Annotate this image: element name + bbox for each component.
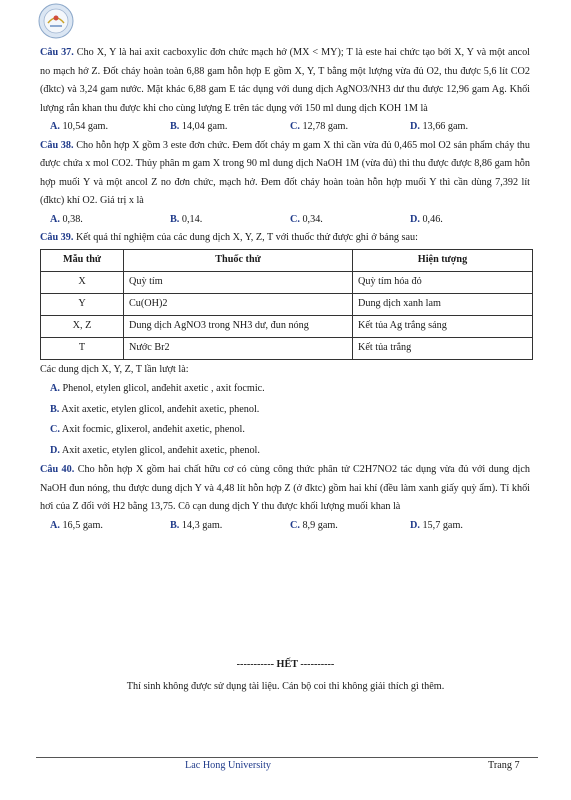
- footer-university: Lac Hong University: [185, 760, 272, 771]
- answers-39: [40, 379, 530, 461]
- question-37-text: Cho X, Y là hai axit cacboxylic đơn chức mạch hở (MX < MY); T là este hai chức tạo bởi X, Y và một ancol no mạch hở Z. Đốt cháy hoàn toàn 6,88 gam hỗn hợp E gồm X, Y, T bằng một lượng vừa đủ O2, thu được 5,6 lít CO2 (đktc) và 3,24 gam nước. Mặt khác 6,88 gam E tác dụng với dung dịch AgNO3/NH3 dư thu được 12,96 gam Ag. Khối lượng rắn khan thu được khi cho cùng lượng E trên tác dụng với 150 ml dung dịch KOH 1M là: [40, 47, 531, 114]
- table-cell: Quỳ tím hóa đỏ: [353, 271, 533, 293]
- table-cell: Kết tủa Ag trắng sáng: [353, 315, 533, 337]
- table-cell: T: [41, 337, 124, 359]
- experiment-table: [40, 249, 533, 360]
- answer-option: A. 16,5 gam.: [50, 519, 103, 531]
- question-40: Câu 40. Cho hỗn hợp X gồm hai chất hữu cơ có cùng công thức phân tử C2H7NO2 tác dụng vừa đủ với dung dịch NaOH đun nóng, thu được dung dịch Y và 4,48 lít hỗn hợp Z (ở đktc) gồm hai khí (đều làm xanh giấy quỳ ẩm). Tỉ khối hơi của Z đối với H2 bằng 13,75. Cô cạn dung dịch Y thu được khối lượng muối khan là: [40, 464, 530, 512]
- answer-option: D. Axit axetic, etylen glicol, anđehit axetic, phenol.: [50, 444, 260, 456]
- answer-option: D. 0,46.: [410, 213, 443, 225]
- table-header-row: [41, 249, 533, 271]
- question-39: Câu 39. Kết quả thí nghiệm của các dung dịch X, Y, Z, T với thuốc thử được ghi ở bảng sau:: [40, 232, 418, 243]
- exam-content: [40, 44, 530, 535]
- table-cell: Dung dịch xanh lam: [353, 293, 533, 315]
- table-cell: Cu(OH)2: [124, 293, 353, 315]
- table-cell: Kết tủa trắng: [353, 337, 533, 359]
- question-38: Câu 38. Cho hỗn hợp X gồm 3 este đơn chức. Đem đốt cháy m gam X thì cần vừa đủ 0,465 mol O2 sản phẩm cháy thu được chứa x mol CO2. Thủy phân m gam X trong 90 ml dung dịch NaOH 1M (vừa đủ) thì thu được được 8,86 gam hỗn hợp muối Y và một ancol Z no đơn chức, mạch hở. Đem đốt cháy hoàn toàn hỗn hợp muối Y thì cần dùng 7,392 lít (đktc) khí O2. Giá trị x là: [40, 139, 530, 206]
- table-cell: Quỳ tím: [124, 271, 353, 293]
- question-40-text: Cho hỗn hợp X gồm hai chất hữu cơ có cùng công thức phân tử C2H7NO2 tác dụng vừa đủ với dung dịch NaOH đun nóng, thu được dung dịch Y và 4,48 lít hỗn hợp Z (ở đktc) gồm hai khí (đều làm xanh giấy quỳ ẩm). Tỉ khối hơi của Z đối với H2 bằng 13,75. Cô cạn dung dịch Y thu được khối lượng muối khan là: [40, 464, 530, 512]
- answer-option: C. 12,78 gam.: [290, 121, 349, 132]
- answer-option: B. 0,14.: [170, 213, 203, 225]
- answer-option: C. 0,34.: [290, 213, 323, 225]
- question-39-text: Kết quả thí nghiệm của các dung dịch X, Y, Z, T với thuốc thử được ghi ở bảng sau:: [75, 232, 418, 243]
- answer-option: A. Phenol, etylen glicol, anđehit axetic , axit focmic.: [50, 383, 265, 394]
- end-marker: ----------- HẾT ----------: [236, 659, 335, 670]
- question-39-after: Các dung dịch X, Y, Z, T lần lượt là:: [40, 363, 189, 375]
- footer-divider: [36, 757, 538, 758]
- table-row: [41, 337, 533, 359]
- school-logo: [38, 3, 74, 39]
- footer-page-number: Trang 7: [488, 760, 520, 771]
- table-row: [41, 315, 533, 337]
- answer-option: B. Axit axetic, etylen glicol, anđehit axetic, phenol.: [50, 403, 260, 415]
- answers-40: [40, 517, 530, 536]
- answer-option: B. 14,04 gam.: [170, 121, 228, 132]
- answer-option: C. 8,9 gam.: [290, 519, 338, 531]
- answer-option: A. 10,54 gam.: [50, 121, 109, 132]
- answer-option: C. Axit focmic, glixerol, anđehit axetic, phenol.: [50, 424, 245, 435]
- exam-note: Thí sinh không được sử dụng tài liệu. Cán bộ coi thi không giải thích gì thêm.: [126, 681, 445, 692]
- question-38-text: Cho hỗn hợp X gồm 3 este đơn chức. Đem đốt cháy m gam X thì cần vừa đủ 0,465 mol O2 sản phẩm cháy thu được chứa x mol CO2. Thủy phân m gam X trong 90 ml dung dịch NaOH 1M (vừa đủ) thì thu được được 8,86 gam hỗn hợp muối Y và một ancol Z no đơn chức, mạch hở. Đem đốt cháy hoàn toàn hỗn hợp muối Y thì cần dùng 7,392 lít (đktc) khí O2. Giá trị x là: [40, 139, 530, 206]
- table-header: Hiện tượng: [353, 249, 533, 271]
- answers-37: [40, 118, 530, 137]
- answer-option: D. 15,7 gam.: [410, 519, 463, 531]
- answers-38: [40, 211, 530, 230]
- table-cell: X: [41, 271, 124, 293]
- answer-option: A. 0,38.: [50, 213, 83, 225]
- table-header: Thuốc thử: [124, 249, 353, 271]
- question-37: Câu 37. Cho X, Y là hai axit cacboxylic đơn chức mạch hở (MX < MY); T là este hai chức tạo bởi X, Y và một ancol no mạch hở Z. Đốt cháy hoàn toàn 6,88 gam hỗn hợp E gồm X, Y, T bằng một lượng vừa đủ O2, thu được 5,6 lít CO2 (đktc) và 3,24 gam nước. Mặt khác 6,88 gam E tác dụng với dung dịch AgNO3/NH3 dư thu được 12,96 gam Ag. Khối lượng rắn khan thu được khi cho cùng lượng E trên tác dụng với 150 ml dung dịch KOH 1M là: [40, 47, 531, 114]
- table-header: Mẫu thử: [41, 249, 124, 271]
- answer-option: D. 13,66 gam.: [410, 121, 469, 132]
- table-row: [41, 271, 533, 293]
- answer-option: B. 14,3 gam.: [170, 519, 223, 531]
- table-cell: X, Z: [41, 315, 124, 337]
- table-cell: Nước Br2: [124, 337, 353, 359]
- table-cell: Y: [41, 293, 124, 315]
- table-row: [41, 293, 533, 315]
- table-cell: Dung dịch AgNO3 trong NH3 dư, đun nóng: [124, 315, 353, 337]
